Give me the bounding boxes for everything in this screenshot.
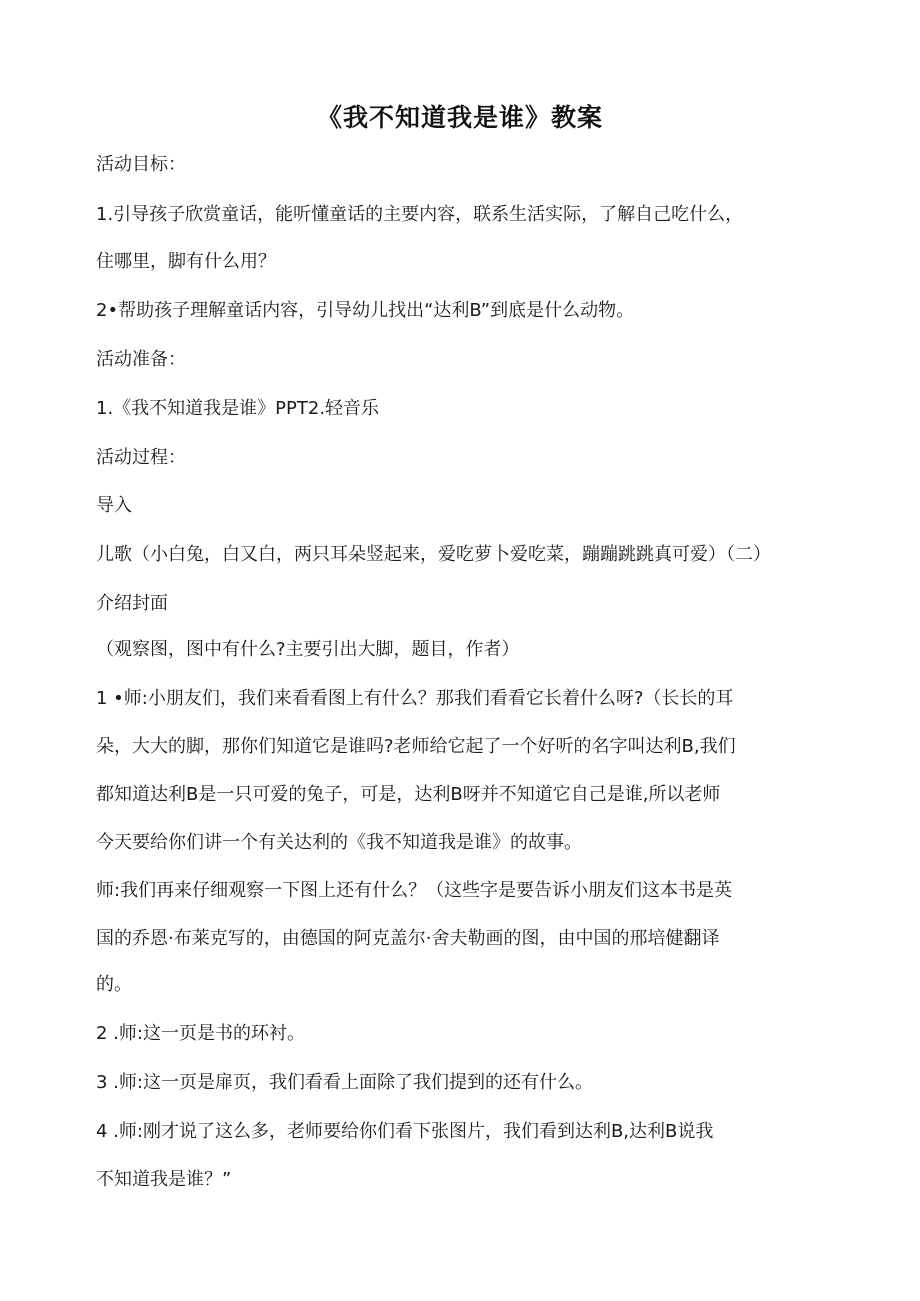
paragraph-line: 2•帮助孩子理解童话内容，引导幼儿找出“达利B”到底是什么动物。: [96, 300, 635, 321]
paragraph-line: 儿歌（小白兔，白又白，两只耳朵竖起来，爱吃萝卜爱吃菜，蹦蹦跳跳真可爱）（二）: [96, 544, 771, 565]
document-title: 《我不知道我是谁》教案: [316, 103, 603, 132]
paragraph-line: 1.《我不知道我是谁》PPT2.轻音乐: [96, 398, 380, 419]
paragraph-line: 朵，大大的脚，那你们知道它是谁吗?老师给它起了一个好听的名字叫达利B,我们: [96, 736, 736, 757]
paragraph-line: 不知道我是谁？”: [96, 1169, 232, 1190]
paragraph-line: 的。: [96, 974, 132, 995]
paragraph-line: 都知道达利B是一只可爱的兔子，可是，达利B呀并不知道它自己是谁,所以老师: [96, 784, 721, 805]
paragraph-line: 住哪里，脚有什么用？: [96, 251, 276, 272]
paragraph-line: 2 .师:这一页是书的环衬。: [96, 1023, 305, 1044]
section-heading-goals: 活动目标：: [96, 154, 186, 175]
paragraph-line: 介绍封面: [96, 593, 168, 614]
paragraph-line: 导入: [96, 495, 132, 516]
paragraph-line: 国的乔恩·布莱克写的，由德国的阿克盖尔·舍夫勒画的图，由中国的邢培健翻译: [96, 928, 720, 949]
paragraph-line: 4 .师:刚才说了这么多，老师要给你们看下张图片，我们看到达利B,达利B说我: [96, 1121, 714, 1142]
paragraph-line: （观察图，图中有什么?主要引出大脚，题目，作者）: [96, 639, 520, 660]
paragraph-line: 1 •师:小朋友们，我们来看看图上有什么？那我们看看它长着什么呀?（长长的耳: [96, 688, 734, 709]
paragraph-line: 3 .师:这一页是扉页，我们看看上面除了我们提到的还有什么。: [96, 1072, 593, 1093]
paragraph-line: 今天要给你们讲一个有关达利的《我不知道我是谁》的故事。: [96, 832, 582, 853]
section-heading-prep: 活动准备：: [96, 349, 186, 370]
paragraph-line: 1.引导孩子欣赏童话，能听懂童话的主要内容，联系生活实际，了解自己吃什么，: [96, 204, 744, 225]
paragraph-line: 师:我们再来仔细观察一下图上还有什么？（这些字是要告诉小朋友们这本书是英: [96, 880, 733, 901]
section-heading-process: 活动过程：: [96, 447, 186, 468]
